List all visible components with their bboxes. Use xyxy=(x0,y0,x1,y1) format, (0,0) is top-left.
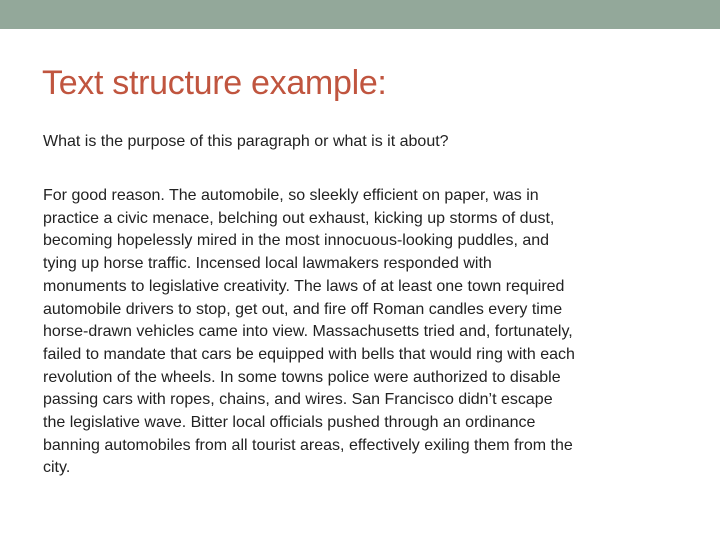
paragraph-line: horse-drawn vehicles came into view. Massachusetts tried and, fortunately, xyxy=(43,323,573,341)
paragraph-line: city. xyxy=(43,459,71,477)
paragraph-line: passing cars with ropes, chains, and wires. San Francisco didn’t escape xyxy=(43,391,553,409)
paragraph-line: monuments to legislative creativity. The laws of at least one town required xyxy=(43,277,565,295)
paragraph-line: automobile drivers to stop, get out, and fire off Roman candles every time xyxy=(43,300,563,318)
paragraph-line: banning automobiles from all tourist areas, effectively exiling them from the xyxy=(43,436,573,454)
paragraph-line: failed to mandate that cars be equipped with bells that would ring with each xyxy=(43,345,575,363)
paragraph-line: For good reason. The automobile, so sleekly efficient on paper, was in xyxy=(43,187,539,204)
body-paragraph xyxy=(43,185,683,480)
paragraph-line: tying up horse traffic. Incensed local lawmakers responded with xyxy=(43,255,492,273)
slide-title: Text structure example: xyxy=(42,64,387,102)
paragraph-line: revolution of the wheels. In some towns police were authorized to disable xyxy=(43,368,561,386)
slide-question: What is the purpose of this paragraph or what is it about? xyxy=(43,133,449,150)
paragraph-line: the legislative wave. Bitter local officials pushed through an ordinance xyxy=(43,414,536,432)
paragraph-line: becoming hopelessly mired in the most innocuous-looking puddles, and xyxy=(43,232,550,250)
top-accent-bar xyxy=(0,0,720,29)
paragraph-line: practice a civic menace, belching out exhaust, kicking up storms of dust, xyxy=(43,209,555,227)
